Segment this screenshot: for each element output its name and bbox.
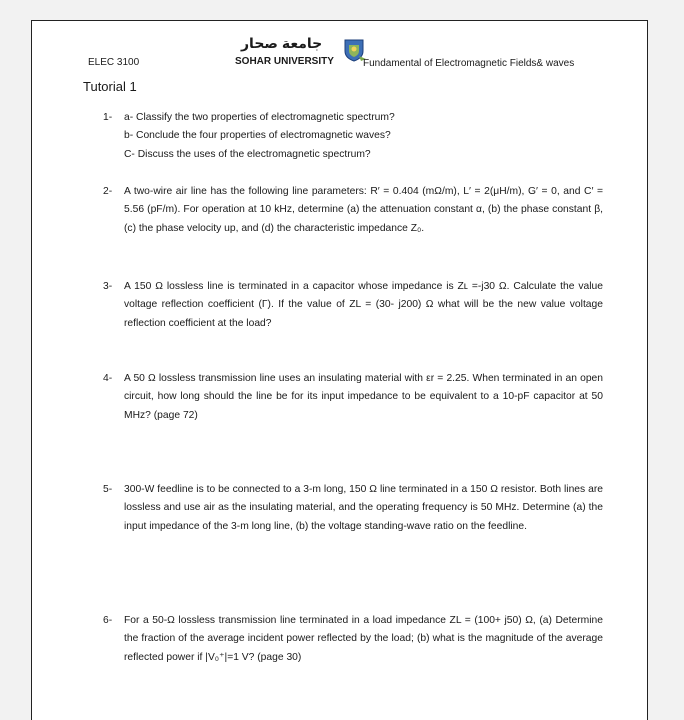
question-text: A two-wire air line has the following line parameters: R′ = 0.404 (mΩ/m), L′ = 2(μH/m), G′ = 0, and C′ = 5.56 (pF/m). For operation at 10 kHz, determine (a) the attenuation constant α, (b) the phase constant β, (c) the phase velocity up, and (d) the characteristic impedance Z₀. [124, 186, 603, 234]
question-text: A 50 Ω lossless transmission line uses an insulating material with εr = 2.25. When terminated in an open circuit, how long should the line be for its input impedance to be equivalent to a 10-pF capacitor at 50 MHz? (page 72) [124, 373, 603, 421]
university-logo [233, 35, 369, 79]
question-text: 300-W feedline is to be connected to a 3-m long, 150 Ω line terminated in a 150 Ω resistor. Both lines are lossless and use air as the insulating material, and the operating frequency is 50 MHz. Determine (a) the input impedance of the 3-m long line, (b) the voltage standing-wave ratio on the feedline. [124, 484, 603, 532]
question-2 [103, 183, 603, 238]
tutorial-title: Tutorial 1 [83, 79, 137, 94]
question-1 [103, 109, 603, 164]
question-number: 3- [103, 281, 113, 292]
question-3 [103, 278, 603, 333]
university-name: SOHAR UNIVERSITY [235, 56, 334, 67]
question-part: a- Classify the two properties of electromagnetic spectrum? [124, 112, 395, 123]
question-6 [103, 612, 603, 667]
question-number: 2- [103, 186, 113, 197]
question-text: For a 50-Ω lossless transmission line terminated in a load impedance ZL = (100+ j50) Ω, (a) Determine the fraction of the average incident power reflected by the load; (b) what is the magnitude of the average reflected power if |V₀⁺|=1 V? (page 30) [124, 615, 603, 663]
course-code: ELEC 3100 [88, 57, 140, 68]
question-part: C- Discuss the uses of the electromagnetic spectrum? [124, 148, 371, 160]
question-4 [103, 370, 603, 425]
question-5 [103, 481, 603, 536]
course-name: Fundamental of Electromagnetic Fields& waves [363, 58, 575, 69]
question-number: 6- [103, 615, 113, 626]
document-page [31, 20, 648, 720]
question-number: 5- [103, 484, 113, 495]
question-text: A 150 Ω lossless line is terminated in a capacitor whose impedance is Zʟ =-j30 Ω. Calculate the value voltage reflection coefficient (Γ). If the value of ZL = (30- j200) Ω what will be the new value voltage reflection coefficient at the load? [124, 281, 603, 329]
question-number: 1- [103, 112, 113, 123]
question-part: b- Conclude the four properties of electromagnetic waves? [124, 130, 391, 142]
university-arabic-name: جامعة صحار [241, 35, 323, 51]
question-number: 4- [103, 373, 113, 384]
